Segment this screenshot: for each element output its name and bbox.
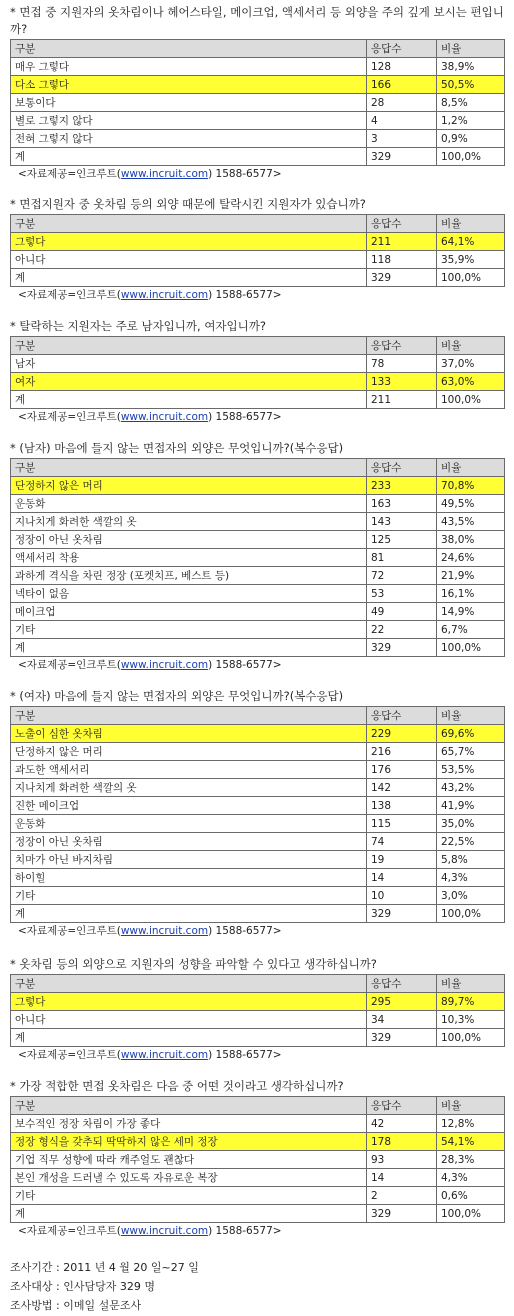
source-suffix: ) 1588-6577> (208, 925, 282, 937)
count-header: 응답수 (367, 1097, 437, 1115)
source-prefix: <자료제공=인크루트( (18, 925, 121, 937)
row-count: 329 (367, 1205, 437, 1223)
row-label: 매우 그렇다 (11, 58, 367, 76)
row-label: 기타 (11, 1187, 367, 1205)
row-ratio: 8,5% (437, 94, 505, 112)
row-label: 계 (11, 391, 367, 409)
row-label: 그렇다 (11, 233, 367, 251)
table-row (11, 1115, 505, 1133)
row-label: 하이힐 (11, 869, 367, 887)
row-count: 133 (367, 373, 437, 391)
table-row (11, 1029, 505, 1047)
survey-table (10, 974, 505, 1047)
survey-info-line: 조사방법 : 이메일 설문조사 (10, 1299, 142, 1312)
source-suffix: ) 1588-6577> (208, 411, 282, 423)
row-label: 정장 형식을 갖추되 딱딱하지 않은 세미 정장 (11, 1133, 367, 1151)
row-ratio: 22,5% (437, 833, 505, 851)
row-ratio: 12,8% (437, 1115, 505, 1133)
row-label: 메이크업 (11, 603, 367, 621)
table-row (11, 603, 505, 621)
row-count: 49 (367, 603, 437, 621)
row-count: 115 (367, 815, 437, 833)
survey-table (10, 706, 505, 923)
source-credit (18, 923, 282, 939)
row-label: 단정하지 않은 머리 (11, 477, 367, 495)
table-row (11, 251, 505, 269)
row-ratio: 3,0% (437, 887, 505, 905)
row-label: 기타 (11, 621, 367, 639)
table-row (11, 112, 505, 130)
survey-table (10, 1096, 505, 1223)
count-header: 응답수 (367, 707, 437, 725)
count-header: 응답수 (367, 975, 437, 993)
row-count: 19 (367, 851, 437, 869)
table-header-row (11, 1097, 505, 1115)
row-count: 329 (367, 269, 437, 287)
table-row (11, 1169, 505, 1187)
table-row (11, 58, 505, 76)
row-label: 넥타이 없음 (11, 585, 367, 603)
row-ratio: 43,2% (437, 779, 505, 797)
row-ratio: 4,3% (437, 1169, 505, 1187)
row-count: 53 (367, 585, 437, 603)
table-row (11, 148, 505, 166)
row-count: 128 (367, 58, 437, 76)
row-label: 남자 (11, 355, 367, 373)
table-header-row (11, 459, 505, 477)
table-row (11, 851, 505, 869)
row-label: 아니다 (11, 251, 367, 269)
row-count: 143 (367, 513, 437, 531)
table-row (11, 567, 505, 585)
row-label: 다소 그렇다 (11, 76, 367, 94)
ratio-header: 비율 (437, 337, 505, 355)
row-ratio: 14,9% (437, 603, 505, 621)
table-row (11, 513, 505, 531)
row-count: 329 (367, 148, 437, 166)
row-count: 14 (367, 1169, 437, 1187)
table-header-row (11, 40, 505, 58)
table-row-highlighted (11, 993, 505, 1011)
table-row (11, 1205, 505, 1223)
row-label: 보통이다 (11, 94, 367, 112)
table-row (11, 621, 505, 639)
row-count: 22 (367, 621, 437, 639)
row-count: 138 (367, 797, 437, 815)
source-link[interactable]: www.incruit.com (120, 168, 209, 180)
row-count: 10 (367, 887, 437, 905)
source-credit (18, 1047, 282, 1063)
survey-info-line: 조사대상 : 인사담당자 329 명 (10, 1280, 155, 1293)
table-header-row (11, 975, 505, 993)
question-text: * 면접지원자 중 옷차림 등의 외양 때문에 탈락시킨 지원자가 있습니까? (10, 197, 366, 211)
row-count: 211 (367, 233, 437, 251)
row-ratio: 100,0% (437, 905, 505, 923)
row-label: 지나치게 화려한 색깔의 옷 (11, 779, 367, 797)
table-row (11, 887, 505, 905)
table-row-highlighted (11, 725, 505, 743)
row-label: 진한 메이크업 (11, 797, 367, 815)
row-ratio: 53,5% (437, 761, 505, 779)
row-ratio: 35,9% (437, 251, 505, 269)
source-prefix: <자료제공=인크루트( (18, 659, 121, 671)
row-ratio: 64,1% (437, 233, 505, 251)
row-label: 별로 그렇지 않다 (11, 112, 367, 130)
row-count: 74 (367, 833, 437, 851)
row-label: 치마가 아닌 바지차림 (11, 851, 367, 869)
table-row (11, 797, 505, 815)
ratio-header: 비율 (437, 215, 505, 233)
row-label: 계 (11, 269, 367, 287)
source-suffix: ) 1588-6577> (208, 168, 282, 180)
table-row (11, 531, 505, 549)
category-header: 구분 (11, 1097, 367, 1115)
row-ratio: 0,6% (437, 1187, 505, 1205)
question-text: * (남자) 마음에 들지 않는 면접자의 외양은 무엇입니까?(복수응답) (10, 441, 344, 455)
row-count: 3 (367, 130, 437, 148)
row-ratio: 37,0% (437, 355, 505, 373)
row-ratio: 35,0% (437, 815, 505, 833)
row-label: 계 (11, 148, 367, 166)
row-ratio: 100,0% (437, 639, 505, 657)
row-ratio: 69,6% (437, 725, 505, 743)
table-row (11, 1011, 505, 1029)
row-ratio: 21,9% (437, 567, 505, 585)
table-row (11, 1187, 505, 1205)
row-count: 329 (367, 905, 437, 923)
row-ratio: 10,3% (437, 1011, 505, 1029)
table-header-row (11, 337, 505, 355)
row-label: 계 (11, 1029, 367, 1047)
source-prefix: <자료제공=인크루트( (18, 1225, 121, 1237)
table-row (11, 743, 505, 761)
row-label: 정장이 아닌 옷차림 (11, 833, 367, 851)
table-row (11, 869, 505, 887)
row-label: 계 (11, 1205, 367, 1223)
row-count: 166 (367, 76, 437, 94)
row-label: 아니다 (11, 1011, 367, 1029)
row-ratio: 54,1% (437, 1133, 505, 1151)
row-label: 기타 (11, 887, 367, 905)
table-row-highlighted (11, 373, 505, 391)
row-ratio: 43,5% (437, 513, 505, 531)
source-credit (18, 657, 282, 673)
table-row (11, 269, 505, 287)
table-row (11, 905, 505, 923)
source-prefix: <자료제공=인크루트( (18, 289, 121, 301)
table-row (11, 761, 505, 779)
table-row-highlighted (11, 1133, 505, 1151)
row-label: 계 (11, 905, 367, 923)
row-label: 정장이 아닌 옷차림 (11, 531, 367, 549)
question-text: * 옷차림 등의 외양으로 지원자의 성향을 파악할 수 있다고 생각하십니까? (10, 957, 377, 971)
category-header: 구분 (11, 459, 367, 477)
row-ratio: 41,9% (437, 797, 505, 815)
row-count: 211 (367, 391, 437, 409)
survey-table (10, 214, 505, 287)
source-suffix: ) 1588-6577> (208, 289, 282, 301)
ratio-header: 비율 (437, 975, 505, 993)
source-suffix: ) 1588-6577> (208, 659, 282, 671)
table-row-highlighted (11, 477, 505, 495)
survey-info (10, 1258, 199, 1315)
question-text: * 탈락하는 지원자는 주로 남자입니까, 여자입니까? (10, 319, 266, 333)
category-header: 구분 (11, 40, 367, 58)
ratio-header: 비율 (437, 1097, 505, 1115)
table-row (11, 94, 505, 112)
survey-table (10, 39, 505, 166)
row-ratio: 28,3% (437, 1151, 505, 1169)
category-header: 구분 (11, 975, 367, 993)
row-ratio: 70,8% (437, 477, 505, 495)
row-label: 과하게 격식을 차린 정장 (포켓치프, 베스트 등) (11, 567, 367, 585)
category-header: 구분 (11, 707, 367, 725)
row-label: 그렇다 (11, 993, 367, 1011)
source-credit (18, 1223, 282, 1239)
row-count: 178 (367, 1133, 437, 1151)
row-ratio: 6,7% (437, 621, 505, 639)
row-count: 216 (367, 743, 437, 761)
row-ratio: 89,7% (437, 993, 505, 1011)
row-ratio: 38,0% (437, 531, 505, 549)
row-ratio: 100,0% (437, 269, 505, 287)
row-label: 단정하지 않은 머리 (11, 743, 367, 761)
row-count: 28 (367, 94, 437, 112)
row-count: 176 (367, 761, 437, 779)
count-header: 응답수 (367, 215, 437, 233)
row-count: 42 (367, 1115, 437, 1133)
row-count: 295 (367, 993, 437, 1011)
row-ratio: 16,1% (437, 585, 505, 603)
row-ratio: 50,5% (437, 76, 505, 94)
row-ratio: 100,0% (437, 1029, 505, 1047)
row-label: 기업 직무 성향에 따라 캐주얼도 괜찮다 (11, 1151, 367, 1169)
row-ratio: 4,3% (437, 869, 505, 887)
row-count: 163 (367, 495, 437, 513)
survey-table (10, 458, 505, 657)
question-text: * (여자) 마음에 들지 않는 면접자의 외양은 무엇입니까?(복수응답) (10, 689, 344, 703)
source-prefix: <자료제공=인크루트( (18, 1049, 121, 1061)
row-count: 229 (367, 725, 437, 743)
row-count: 118 (367, 251, 437, 269)
row-ratio: 24,6% (437, 549, 505, 567)
table-row (11, 815, 505, 833)
row-label: 본인 개성을 드러낼 수 있도록 자유로운 복장 (11, 1169, 367, 1187)
row-label: 운동화 (11, 495, 367, 513)
row-label: 전혀 그렇지 않다 (11, 130, 367, 148)
row-count: 14 (367, 869, 437, 887)
question-text: * 면접 중 지원자의 옷차림이나 헤어스타일, 메이크업, 액세서리 등 외양을 주의 깊게 보시는 편입니까? (10, 5, 504, 36)
table-row (11, 779, 505, 797)
source-link[interactable]: www.incruit.com (120, 1049, 209, 1061)
row-ratio: 38,9% (437, 58, 505, 76)
row-label: 여자 (11, 373, 367, 391)
question-text: * 가장 적합한 면접 옷차림은 다음 중 어떤 것이라고 생각하십니까? (10, 1079, 344, 1093)
table-header-row (11, 707, 505, 725)
source-prefix: <자료제공=인크루트( (18, 168, 121, 180)
table-row (11, 130, 505, 148)
row-count: 93 (367, 1151, 437, 1169)
source-suffix: ) 1588-6577> (208, 1049, 282, 1061)
ratio-header: 비율 (437, 707, 505, 725)
table-row (11, 391, 505, 409)
row-count: 329 (367, 1029, 437, 1047)
table-row (11, 355, 505, 373)
row-count: 2 (367, 1187, 437, 1205)
row-label: 보수적인 정장 차림이 가장 좋다 (11, 1115, 367, 1133)
source-suffix: ) 1588-6577> (208, 1225, 282, 1237)
row-ratio: 65,7% (437, 743, 505, 761)
source-link[interactable]: www.incruit.com (120, 289, 209, 301)
category-header: 구분 (11, 215, 367, 233)
count-header: 응답수 (367, 40, 437, 58)
source-credit (18, 409, 282, 425)
row-ratio: 49,5% (437, 495, 505, 513)
table-row (11, 639, 505, 657)
row-count: 81 (367, 549, 437, 567)
source-link[interactable]: www.incruit.com (120, 1225, 209, 1237)
row-count: 329 (367, 639, 437, 657)
survey-info-line: 조사기간 : 2011 년 4 월 20 일~27 일 (10, 1261, 199, 1274)
row-label: 운동화 (11, 815, 367, 833)
table-row-highlighted (11, 233, 505, 251)
row-count: 142 (367, 779, 437, 797)
table-row (11, 495, 505, 513)
row-ratio: 100,0% (437, 148, 505, 166)
table-row (11, 585, 505, 603)
row-count: 233 (367, 477, 437, 495)
source-credit (18, 166, 282, 182)
row-count: 72 (367, 567, 437, 585)
table-row-highlighted (11, 76, 505, 94)
table-header-row (11, 215, 505, 233)
source-link[interactable]: www.incruit.com (120, 659, 209, 671)
row-count: 78 (367, 355, 437, 373)
row-label: 과도한 액세서리 (11, 761, 367, 779)
source-prefix: <자료제공=인크루트( (18, 411, 121, 423)
count-header: 응답수 (367, 337, 437, 355)
row-ratio: 0,9% (437, 130, 505, 148)
row-ratio: 63,0% (437, 373, 505, 391)
row-count: 4 (367, 112, 437, 130)
source-credit (18, 287, 282, 303)
table-row (11, 1151, 505, 1169)
row-ratio: 5,8% (437, 851, 505, 869)
source-link[interactable]: www.incruit.com (120, 925, 209, 937)
row-ratio: 100,0% (437, 391, 505, 409)
row-label: 계 (11, 639, 367, 657)
survey-table (10, 336, 505, 409)
row-ratio: 1,2% (437, 112, 505, 130)
table-row (11, 549, 505, 567)
row-label: 지나치게 화려한 색깔의 옷 (11, 513, 367, 531)
ratio-header: 비율 (437, 459, 505, 477)
table-row (11, 833, 505, 851)
row-label: 액세서리 착용 (11, 549, 367, 567)
row-ratio: 100,0% (437, 1205, 505, 1223)
count-header: 응답수 (367, 459, 437, 477)
category-header: 구분 (11, 337, 367, 355)
ratio-header: 비율 (437, 40, 505, 58)
row-label: 노출이 심한 옷차림 (11, 725, 367, 743)
row-count: 125 (367, 531, 437, 549)
row-count: 34 (367, 1011, 437, 1029)
source-link[interactable]: www.incruit.com (120, 411, 209, 423)
